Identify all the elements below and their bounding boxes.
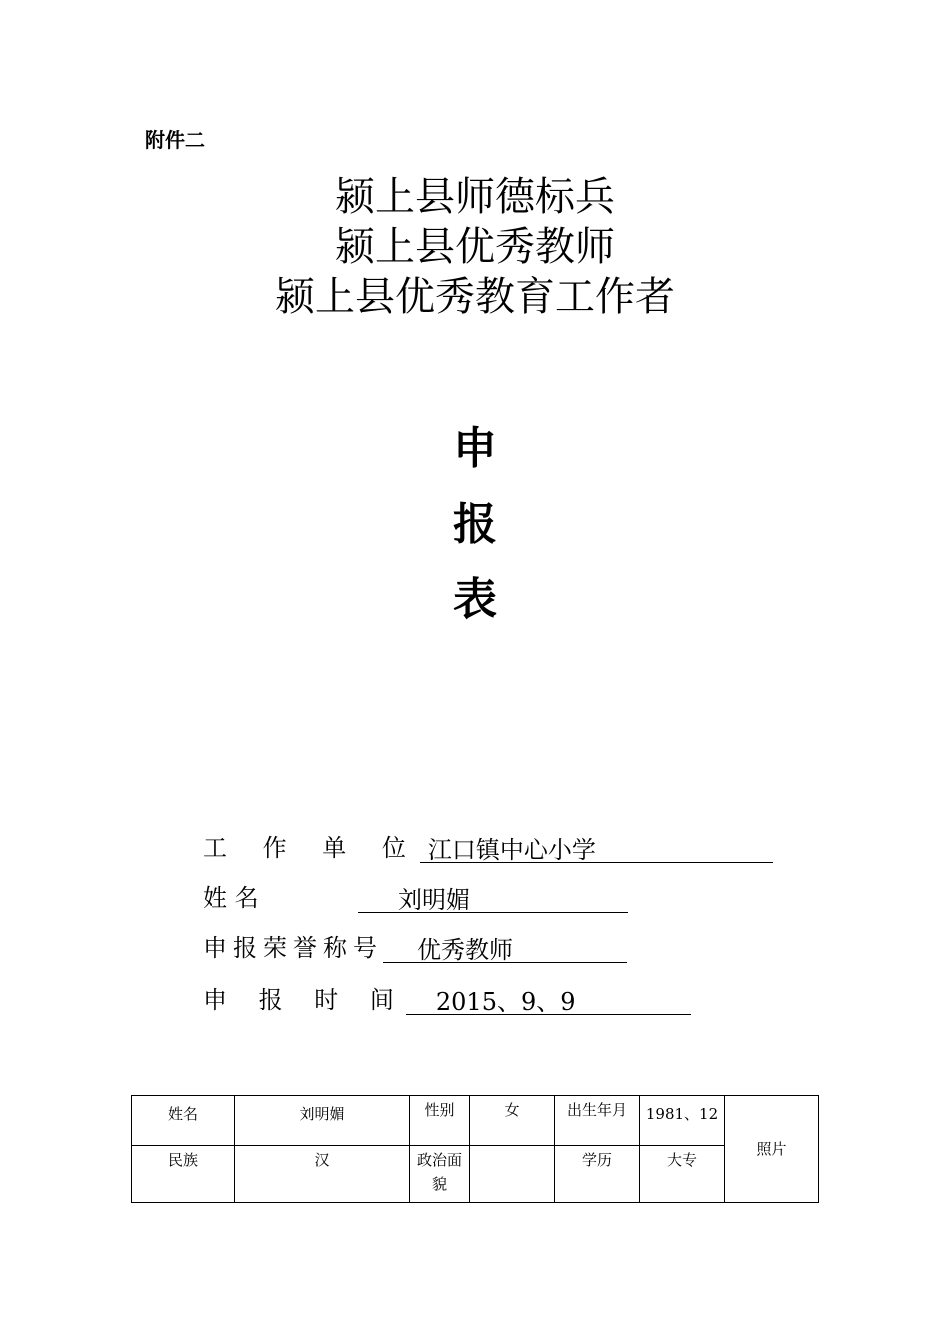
field-work-unit bbox=[203, 828, 773, 862]
form-title-char-2: 报 bbox=[453, 499, 497, 550]
field-label: 申 报 时 间 bbox=[203, 986, 406, 1014]
field-date bbox=[203, 980, 691, 1014]
award-titles bbox=[0, 172, 950, 322]
value-cell[interactable]: 1981、12 bbox=[640, 1096, 725, 1146]
field-honor bbox=[203, 928, 627, 962]
table-row bbox=[132, 1096, 819, 1146]
value-cell[interactable]: 女 bbox=[470, 1096, 555, 1146]
table-row bbox=[132, 1146, 819, 1203]
title-line-3: 颍上县优秀教育工作者 bbox=[275, 274, 675, 320]
field-label: 姓 名 bbox=[203, 884, 259, 912]
label-cell: 学历 bbox=[555, 1146, 640, 1203]
field-label: 申报荣誉称号 bbox=[203, 934, 383, 962]
field-name bbox=[203, 878, 628, 912]
field-value[interactable]: 2015、9、9 bbox=[406, 982, 691, 1015]
title-line-2: 颍上县优秀教师 bbox=[335, 224, 615, 270]
title-line-1: 颍上县师德标兵 bbox=[335, 174, 615, 220]
value-cell[interactable] bbox=[470, 1146, 555, 1203]
photo-cell[interactable]: 照片 bbox=[725, 1096, 819, 1203]
label-cell: 姓名 bbox=[132, 1096, 235, 1146]
form-title-char-3: 表 bbox=[453, 574, 497, 625]
field-value[interactable]: 优秀教师 bbox=[383, 930, 627, 963]
field-value[interactable]: 江口镇中心小学 bbox=[420, 830, 773, 863]
value-cell[interactable]: 汉 bbox=[235, 1146, 410, 1203]
form-title-char-1: 申 bbox=[453, 423, 497, 474]
attachment-label: 附件二 bbox=[145, 128, 205, 152]
label-cell: 性别 bbox=[410, 1096, 470, 1146]
value-cell[interactable]: 刘明媚 bbox=[235, 1096, 410, 1146]
field-value[interactable]: 刘明媚 bbox=[358, 880, 628, 913]
label-cell: 政治面貌 bbox=[410, 1146, 470, 1203]
label-cell: 民族 bbox=[132, 1146, 235, 1203]
field-label: 工 作 单 位 bbox=[203, 834, 420, 862]
info-table bbox=[131, 1095, 819, 1203]
label-cell: 出生年月 bbox=[555, 1096, 640, 1146]
value-cell[interactable]: 大专 bbox=[640, 1146, 725, 1203]
